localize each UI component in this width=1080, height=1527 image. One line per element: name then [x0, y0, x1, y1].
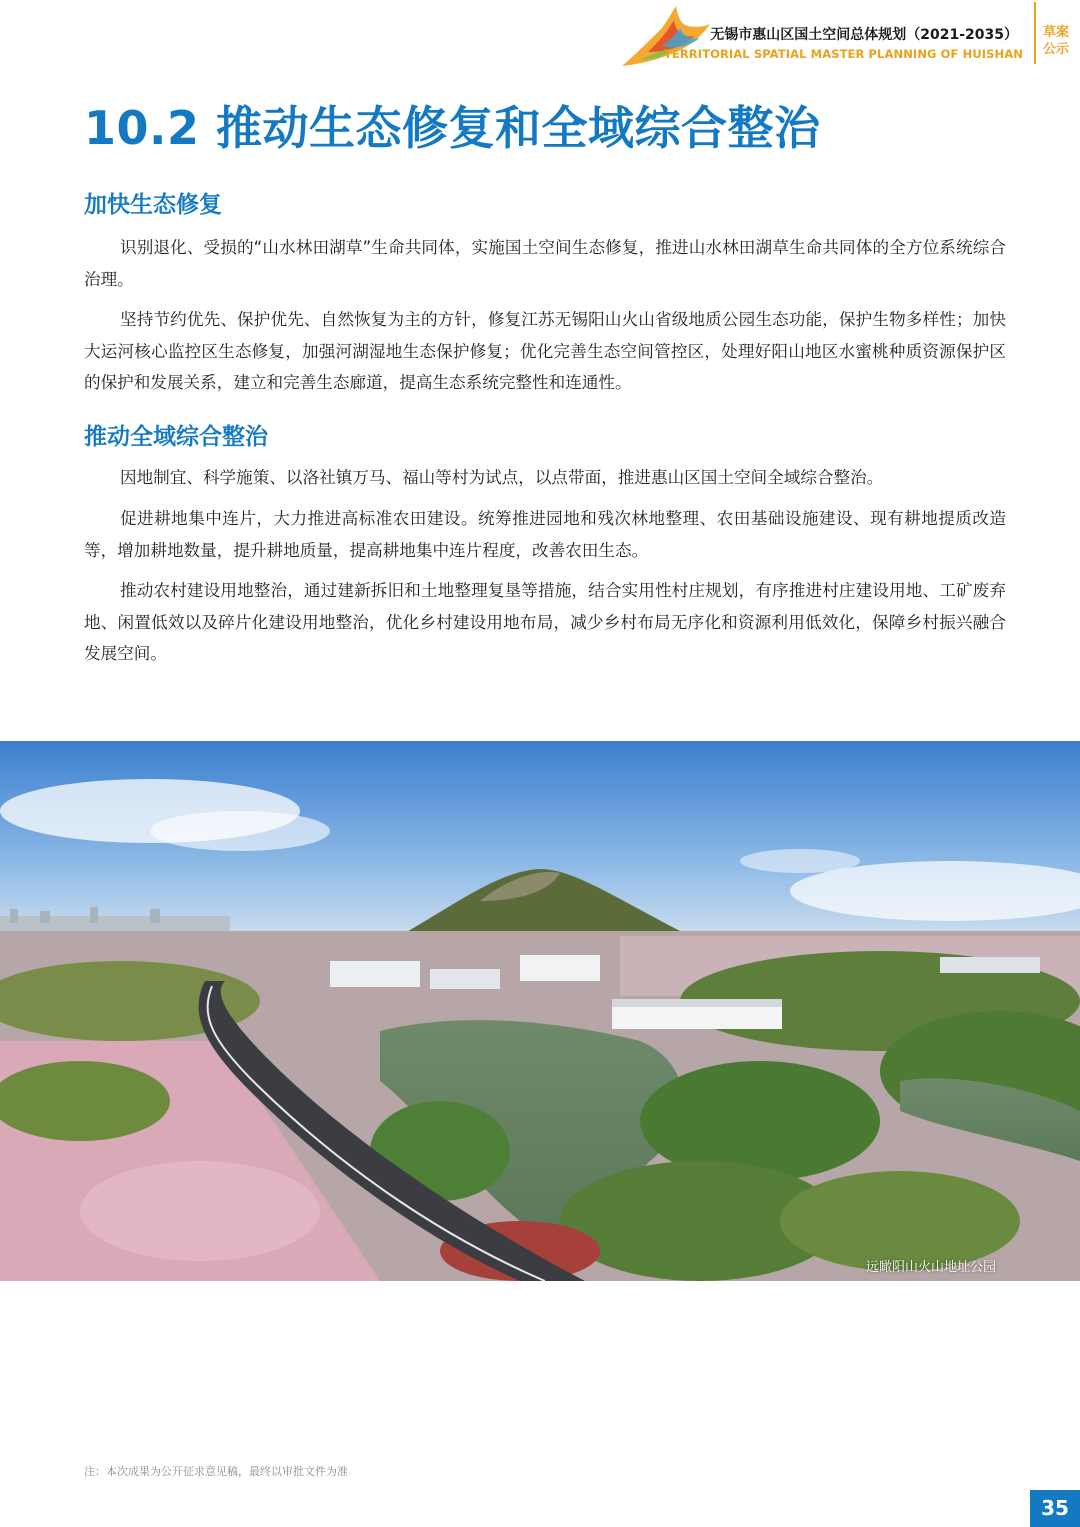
aerial-park-photo	[0, 741, 1080, 1281]
heading-comprehensive-remediation: 推动全域综合整治	[84, 424, 268, 450]
draft-badge	[1040, 24, 1072, 58]
draft-badge-line2: 公示	[1042, 42, 1069, 57]
header-title-cn: 无锡市惠山区国土空间总体规划（2021-2035）	[710, 27, 1018, 43]
header-title-en: TERRITORIAL SPATIAL MASTER PLANNING OF HUISHAN	[663, 47, 1023, 61]
photo-caption: 远瞰阳山火山地址公园	[865, 1260, 996, 1275]
paragraph: 因地制宜、科学施策、以洛社镇万马、福山等村为试点，以点带面，推进惠山区国土空间全域综合整治。	[120, 468, 884, 487]
page-number: 35	[1030, 1490, 1080, 1527]
heading-eco-restoration: 加快生态修复	[84, 192, 222, 218]
draft-badge-line1: 草案	[1042, 25, 1069, 40]
paragraph: 坚持节约优先、保护优先、自然恢复为主的方针，修复江苏无锡阳山火山省级地质公园生态功能，保护生物多样性；加快大运河核心监控区生态修复，加强河湖湿地生态保护修复；优化完善生态空间管控区，处理好阳山地区水蜜桃种质资源保护区的保护和发展关系，建立和完善生态廊道，提高生态系统完整性和连通性。	[84, 310, 1006, 392]
plan-logo	[618, 2, 710, 72]
paragraph: 促进耕地集中连片，大力推进高标准农田建设。统筹推进园地和残次林地整理、农田基础设施建设、现有耕地提质改造等，增加耕地数量，提升耕地质量，提高耕地集中连片程度，改善农田生态。	[84, 509, 1006, 560]
section-title: 10.2 推动生态修复和全域综合整治	[84, 101, 821, 155]
header-divider	[1034, 2, 1036, 64]
paragraph: 推动农村建设用地整治，通过建新拆旧和土地整理复垦等措施，结合实用性村庄规划，有序推进村庄建设用地、工矿废弃地、闲置低效以及碎片化建设用地整治，优化乡村建设用地布局，减少乡村布局无序化和资源利用低效化，保障乡村振兴融合发展空间。	[84, 581, 1006, 663]
footnote: 注：本次成果为公开征求意见稿，最终以审批文件为准	[84, 1465, 348, 1478]
paragraph: 识别退化、受损的“山水林田湖草”生命共同体，实施国土空间生态修复，推进山水林田湖草生命共同体的全方位系统综合治理。	[84, 238, 1006, 289]
